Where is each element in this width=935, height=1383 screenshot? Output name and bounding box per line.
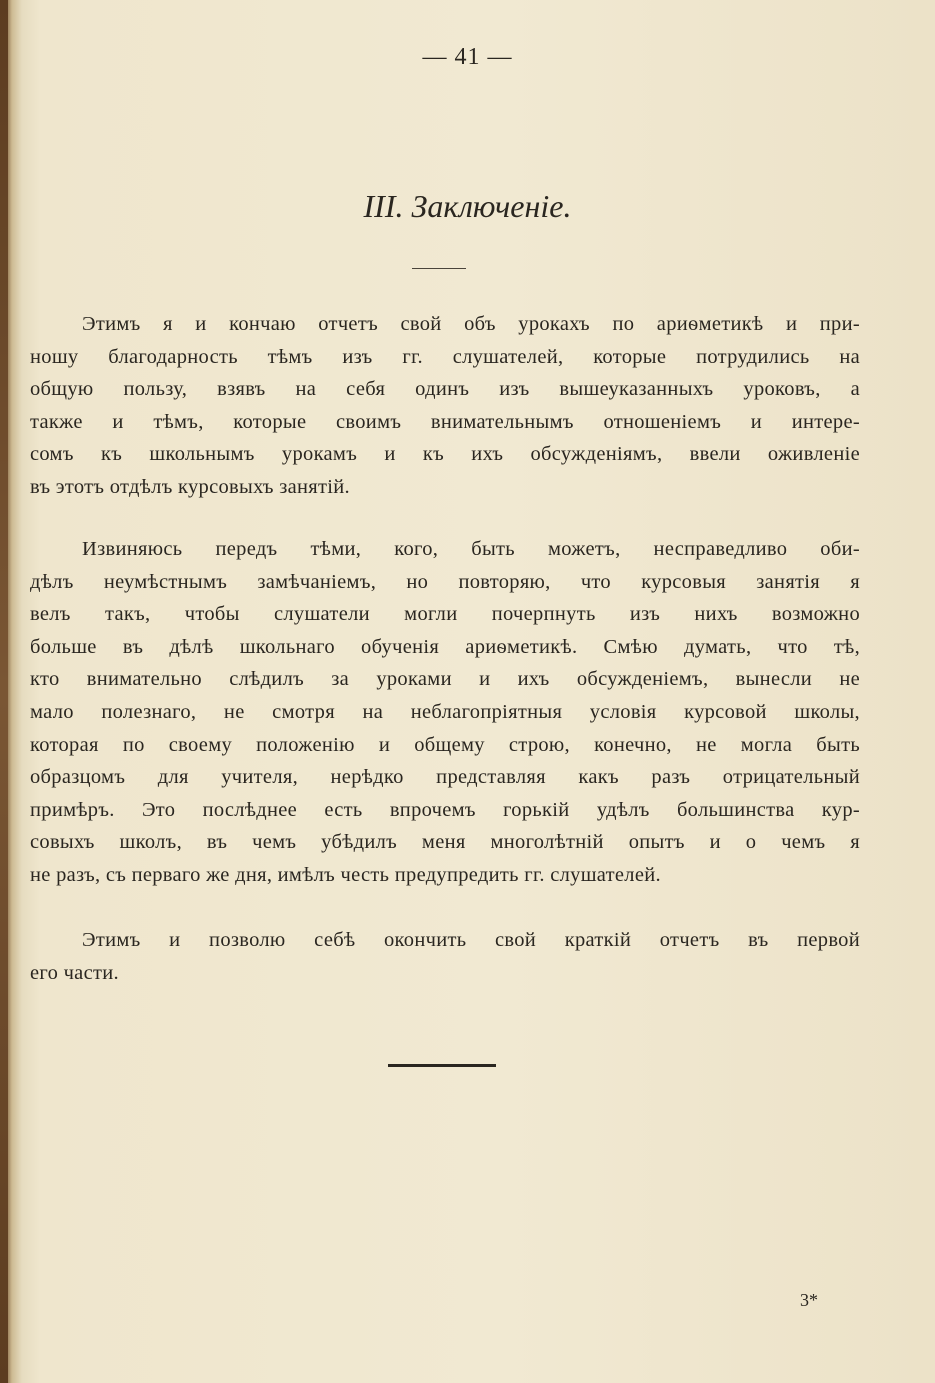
- text-line: его части.: [30, 961, 119, 984]
- heading-divider: [412, 268, 466, 269]
- text-line: ношу благодарность тѣмъ изъ гг. слушателей, которые потрудились на: [30, 345, 860, 368]
- signature-mark: 3*: [800, 1290, 818, 1310]
- text-line: общую пользу, взявъ на себя одинъ изъ вышеуказанныхъ уроковъ, а: [30, 378, 860, 401]
- text-line: Этимъ я и кончаю отчетъ свой объ урокахъ по ариѳметикѣ и при-: [82, 313, 860, 335]
- page-number: — 41 —: [422, 44, 513, 70]
- text-line: въ этотъ отдѣлъ курсовыхъ занятій.: [30, 475, 350, 498]
- text-line: дѣлъ неумѣстнымъ замѣчаніемъ, но повторяю, что курсовыя занятія я: [30, 570, 860, 593]
- text-line: кто внимательно слѣдилъ за уроками и ихъ обсужденіемъ, вынесли не: [30, 668, 860, 691]
- text-line: совыхъ школъ, въ чемъ убѣдилъ меня многолѣтній опытъ и о чемъ я: [30, 831, 860, 854]
- text-line: не разъ, съ перваго же дня, имѣлъ честь предупредить гг. слушателей.: [30, 863, 661, 886]
- text-line: Этимъ и позволю себѣ окончить свой краткій отчетъ въ первой: [82, 929, 860, 951]
- text-line: больше въ дѣлѣ школьнаго обученія ариѳметикѣ. Смѣю думать, что тѣ,: [30, 635, 860, 658]
- text-line: велъ такъ, чтобы слушатели могли почерпнуть изъ нихъ возможно: [30, 603, 860, 626]
- text-line: которая по своему положенію и общему строю, конечно, не могла быть: [30, 733, 860, 756]
- paragraph-2: [30, 533, 860, 892]
- paragraph-1: [30, 308, 860, 504]
- section-heading: III. Заключеніе.: [363, 188, 572, 224]
- text-line: примѣръ. Это послѣднее есть впрочемъ горькій удѣлъ большинства кур-: [30, 798, 860, 821]
- end-divider: [388, 1064, 496, 1067]
- paragraph-3: [30, 924, 860, 989]
- text-line: мало полезнаго, не смотря на неблагопріятныя условія курсовой школы,: [30, 700, 860, 723]
- text-line: сомъ къ школьнымъ урокамъ и къ ихъ обсужденіямъ, ввели оживленіе: [30, 443, 860, 466]
- text-line: образцомъ для учителя, нерѣдко представляя какъ разъ отрицательный: [30, 766, 860, 789]
- text-line: также и тѣмъ, которые своимъ внимательнымъ отношеніемъ и интере-: [30, 410, 860, 433]
- text-line: Извиняюсь передъ тѣми, кого, быть можетъ, несправедливо оби-: [82, 538, 860, 560]
